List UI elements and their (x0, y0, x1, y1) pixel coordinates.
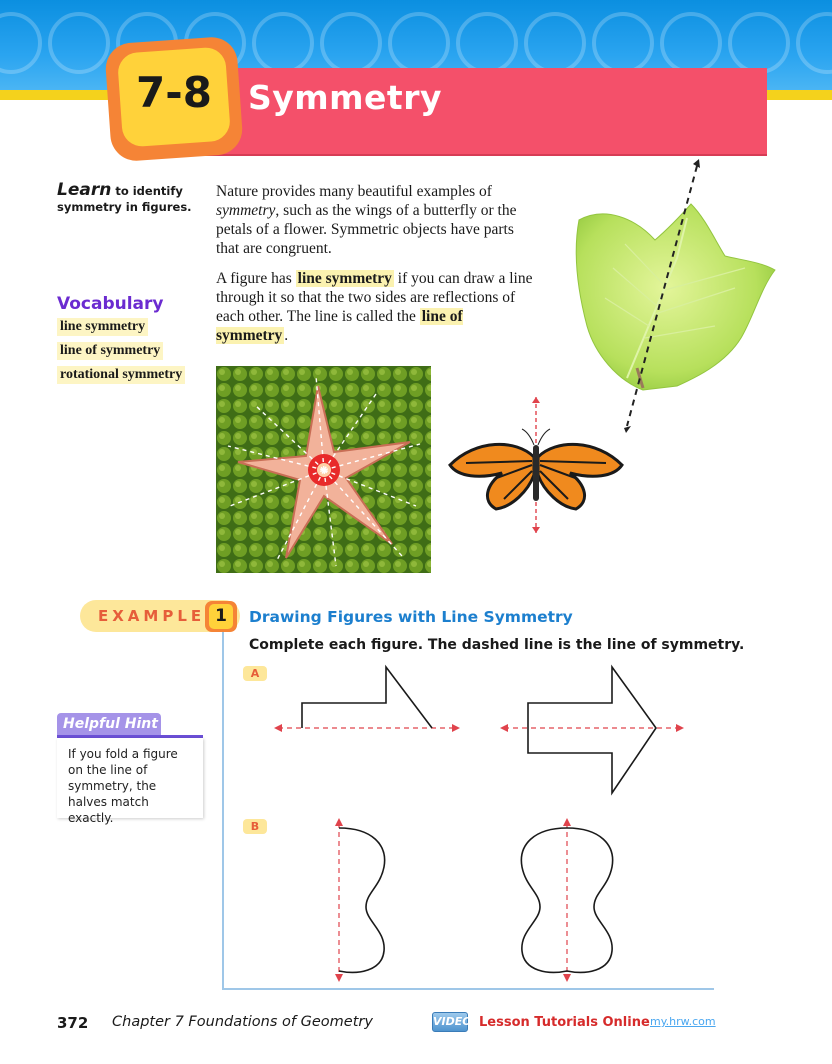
header-ring-decoration (252, 12, 314, 74)
definition-text: if you can draw a line through it so that the two sides are reflections of each other. The line is called the (216, 270, 533, 325)
example-number: 1 (209, 604, 233, 629)
page-number: 372 (57, 1014, 89, 1032)
hint-title: Helpful Hint (63, 716, 158, 732)
highlighted-term: line symmetry (297, 270, 392, 287)
chapter-title: Chapter 7 Foundations of Geometry (112, 1014, 373, 1030)
header-ring-decoration (0, 12, 42, 74)
header-ring-decoration (388, 12, 450, 74)
learn-text: to identify symmetry in figures. (57, 184, 192, 214)
header-ring-decoration (796, 12, 832, 74)
lesson-tutorials-link[interactable]: Lesson Tutorials Online (479, 1015, 650, 1030)
definition-text: . (284, 327, 289, 344)
part-b-tag: B (243, 819, 267, 834)
learn-label: Learn (57, 180, 112, 200)
definition-paragraph (216, 269, 536, 345)
header-ring-decoration (592, 12, 654, 74)
butterfly-photo (446, 395, 626, 535)
hint-box: If you fold a figure on the line of symmetry, the halves match exactly. (57, 738, 203, 818)
vocabulary-title: Vocabulary (57, 294, 164, 314)
header-ring-decoration (48, 12, 110, 74)
lesson-number: 7-8 (136, 68, 212, 117)
example-label: EXAMPLE (98, 607, 206, 625)
vocabulary-term[interactable]: line symmetry (57, 318, 148, 336)
intro-text: Nature provides many beautiful examples of (216, 183, 492, 200)
intro-paragraph (216, 182, 536, 258)
learn-objective (57, 182, 207, 215)
starfish-photo (216, 366, 431, 573)
intro-text: , such as the wings of a butterfly or the petals of a flower. Symmetric objects have parts that are congruent. (216, 202, 517, 257)
header-ring-decoration (728, 12, 790, 74)
example-title: Drawing Figures with Line Symmetry (249, 608, 573, 626)
part-a-tag: A (243, 666, 267, 681)
highlighted-term: line of symmetry (216, 308, 463, 344)
example-border (222, 632, 224, 990)
header-ring-decoration (660, 12, 722, 74)
example-border (222, 988, 714, 990)
vocabulary-list (57, 318, 185, 390)
lesson-title: Symmetry (248, 78, 442, 117)
header-ring-decoration (456, 12, 518, 74)
header-ring-decoration (524, 12, 586, 74)
example-instruction: Complete each figure. The dashed line is the line of symmetry. (249, 637, 745, 653)
vocabulary-term[interactable]: line of symmetry (57, 342, 163, 360)
hint-header (57, 713, 203, 738)
header-ring-decoration (320, 12, 382, 74)
intro-emphasis: symmetry (216, 202, 276, 219)
leaf-photo (565, 158, 785, 433)
website-link[interactable]: my.hrw.com (650, 1015, 716, 1028)
video-icon[interactable]: VIDEO (432, 1012, 468, 1032)
symmetry-figures (262, 655, 702, 985)
definition-text: A figure has (216, 270, 296, 287)
vocabulary-term[interactable]: rotational symmetry (57, 366, 185, 384)
